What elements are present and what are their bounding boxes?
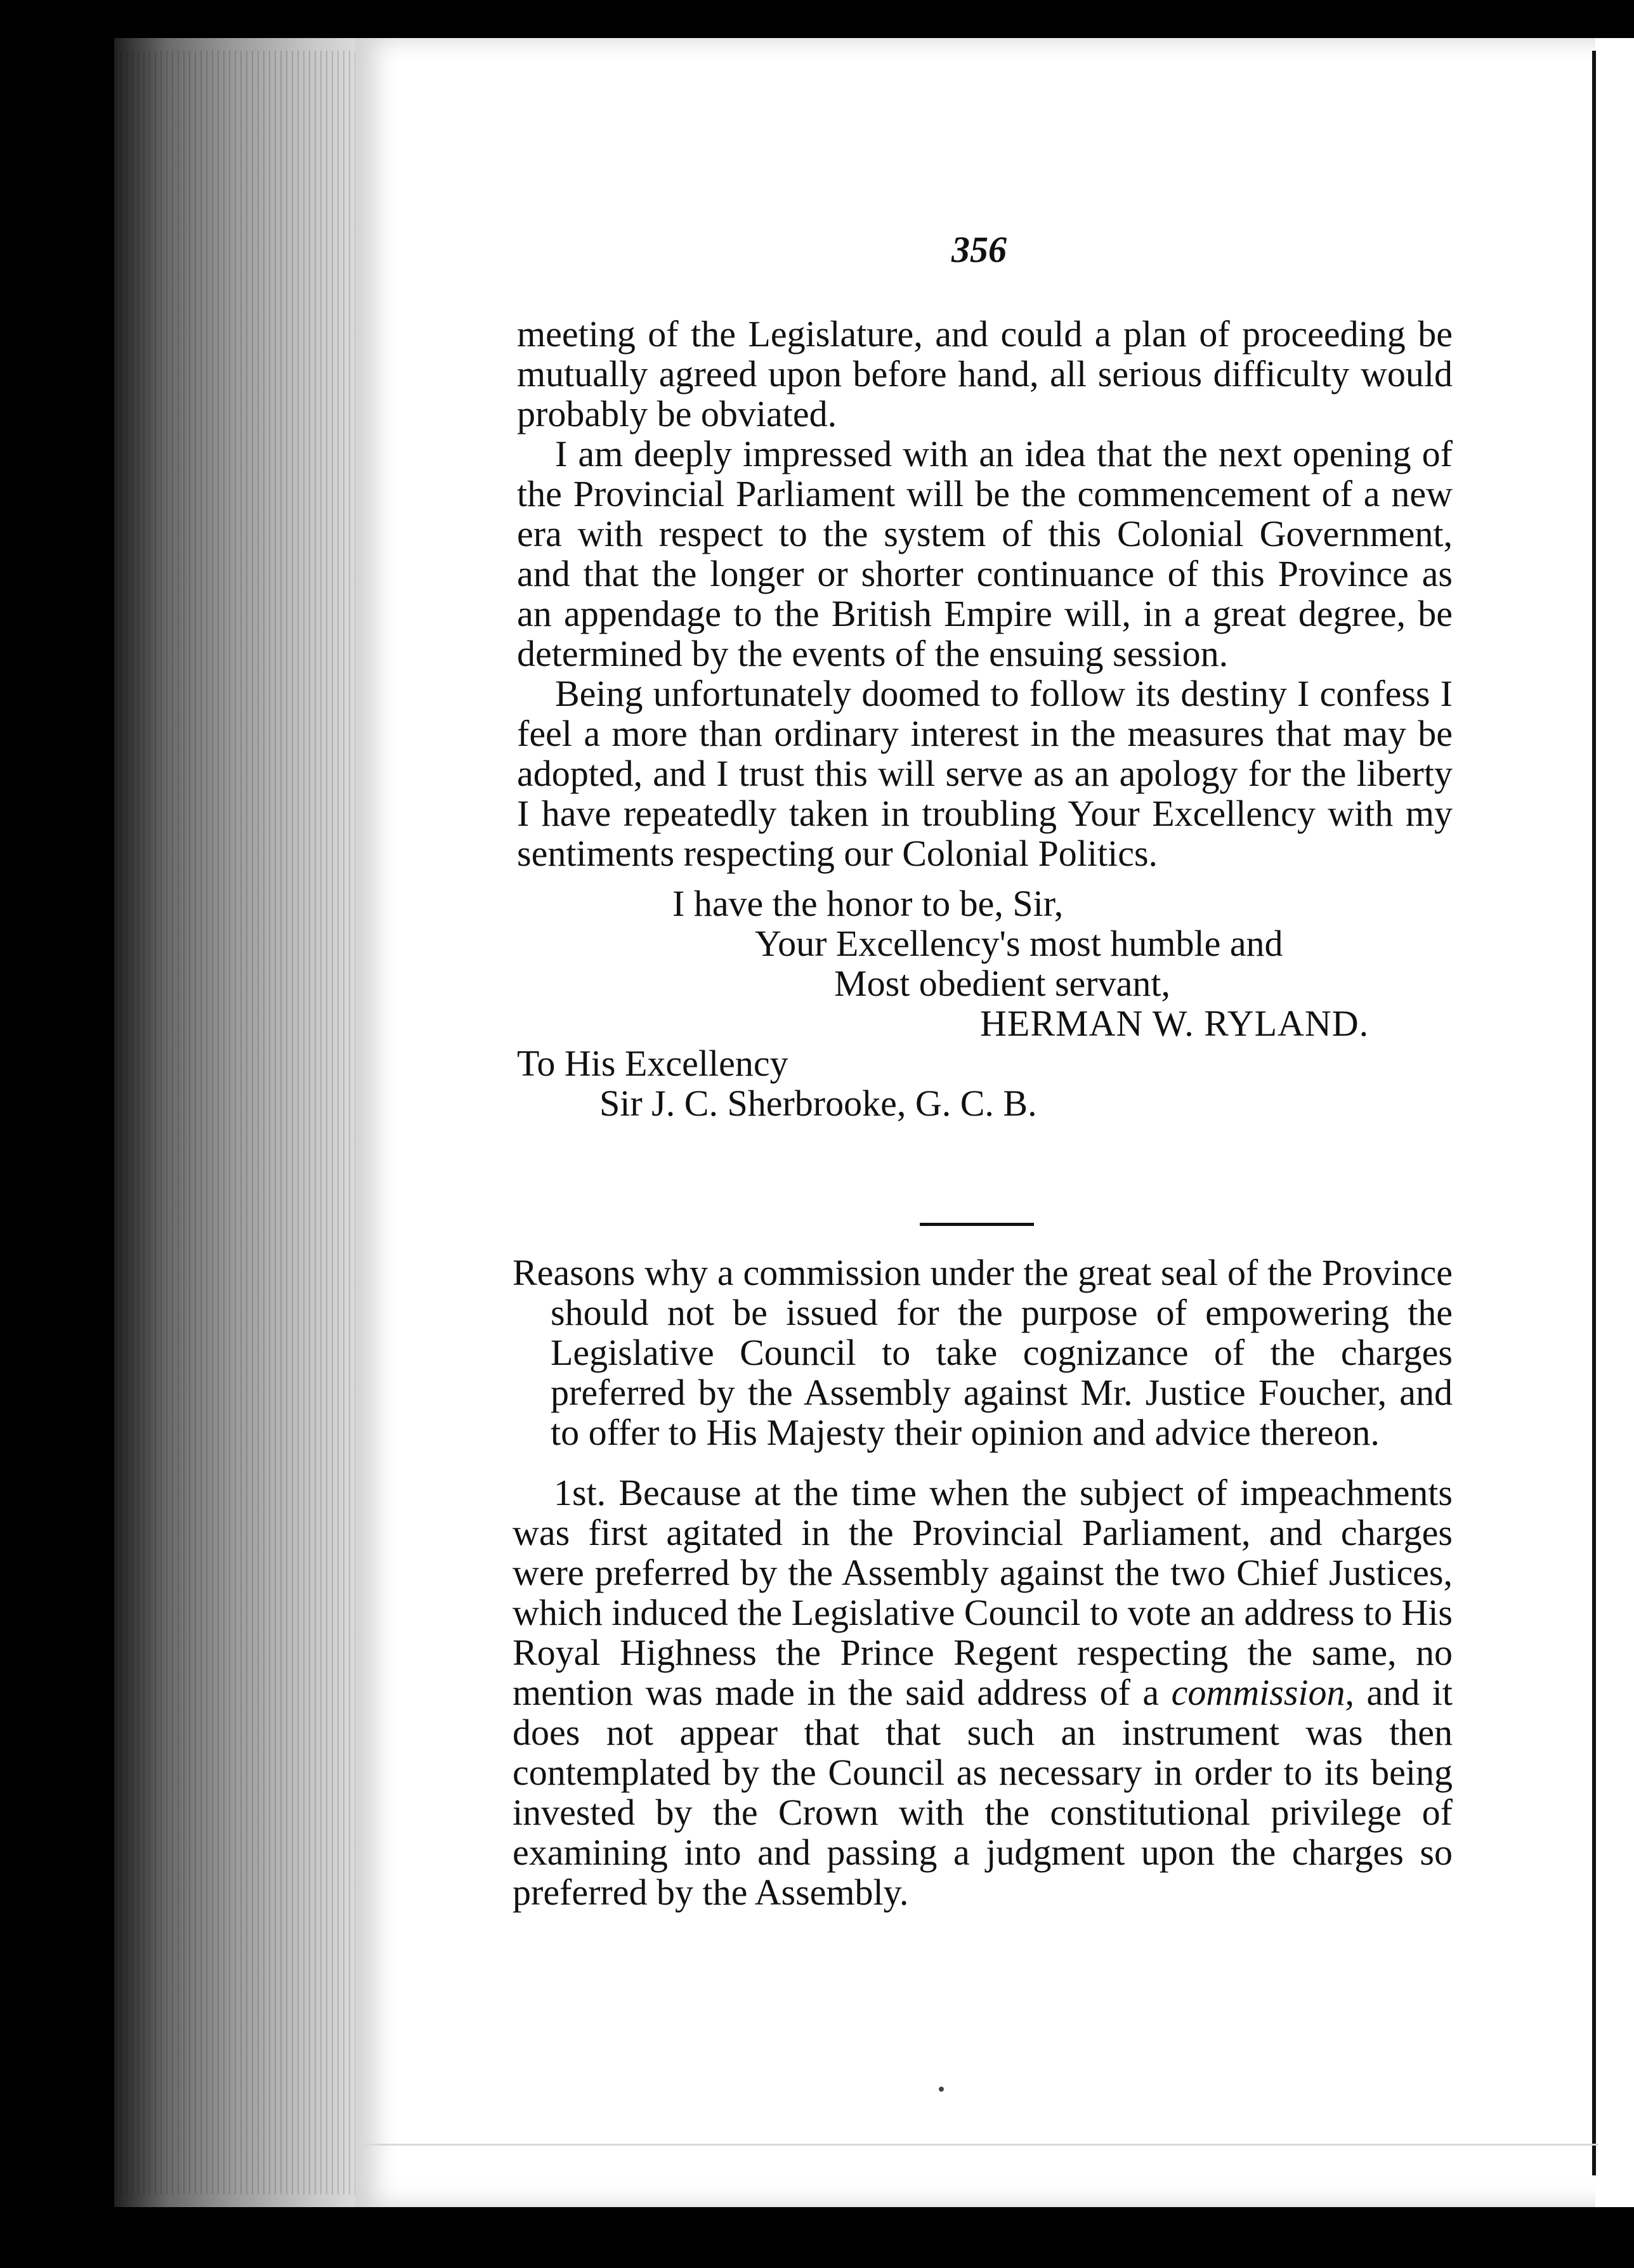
reasons-heading: Reasons why a commission under the great seal of the Province should not be issued for the purpose of empowering the Legislative Council to take cognizance of the charges preferred by the Assembly against Mr. Justice Foucher, and to offer to His Majesty their opinion and advice thereon. bbox=[513, 1252, 1453, 1453]
letter-paragraph: Being unfortunately doomed to follow its destiny I confess I feel a more than ordinary interest in the measures that may be adopted, and I trust this will serve as an apology for the liberty I have repeatedly taken in troubling Your Excellency with my sentiments respecting our Colonial Politics. bbox=[517, 673, 1453, 874]
closing-line: I have the honor to be, Sir, bbox=[672, 883, 1064, 924]
addressee-line: Sir J. C. Sherbrooke, G. C. B. bbox=[599, 1083, 1037, 1124]
letter-paragraph: meeting of the Legislature, and could a plan of proceeding be mutually agreed upon before hand, all serious difficulty would probably be obviated. bbox=[517, 313, 1453, 434]
right-margin bbox=[1595, 38, 1634, 2207]
letter-body bbox=[517, 314, 1453, 1123]
closing-line: Most obedient servant, bbox=[834, 963, 1170, 1004]
addressee-line: To His Excellency bbox=[517, 1043, 788, 1084]
right-page-edge-line bbox=[1592, 51, 1596, 2175]
reasons-section bbox=[513, 1253, 1453, 1912]
emphasis-commission: commission bbox=[1171, 1672, 1345, 1713]
page-edge-texture bbox=[121, 51, 374, 2194]
letter-paragraph: I am deeply impressed with an idea that the next opening of the Provincial Parliament will be the commencement of a new era with respect to the system of this Colonial Government, and that the longer or shorter continuance of this Province as an appendage to the British Empire will, in a great degree, be determined by the events of the ensuing session. bbox=[517, 433, 1453, 674]
closing-line: Your Excellency's most humble and bbox=[755, 923, 1283, 964]
page-bottom-edge bbox=[355, 2144, 1598, 2146]
reason-paragraph: 1st. Because at the time when the subject of impeachments was first agitated in the Provincial Parliament, and charges were preferred by the Assembly against the two Chief Justices, which induced the Legislative Council to vote an address to His Royal Highness the Prince Regent respecting the same, no mention was made in the said address of a commission, and it does not appear that that such an instrument was then contemplated by the Council as necessary in order to its being invested by the Crown with the constitutional privilege of examining into and passing a judgment upon the charges so preferred by the Assembly. bbox=[513, 1472, 1453, 1913]
section-divider bbox=[920, 1223, 1034, 1226]
page-number: 356 bbox=[951, 229, 1007, 270]
signature: HERMAN W. RYLAND. bbox=[980, 1003, 1369, 1044]
ink-speck bbox=[939, 2087, 944, 2092]
